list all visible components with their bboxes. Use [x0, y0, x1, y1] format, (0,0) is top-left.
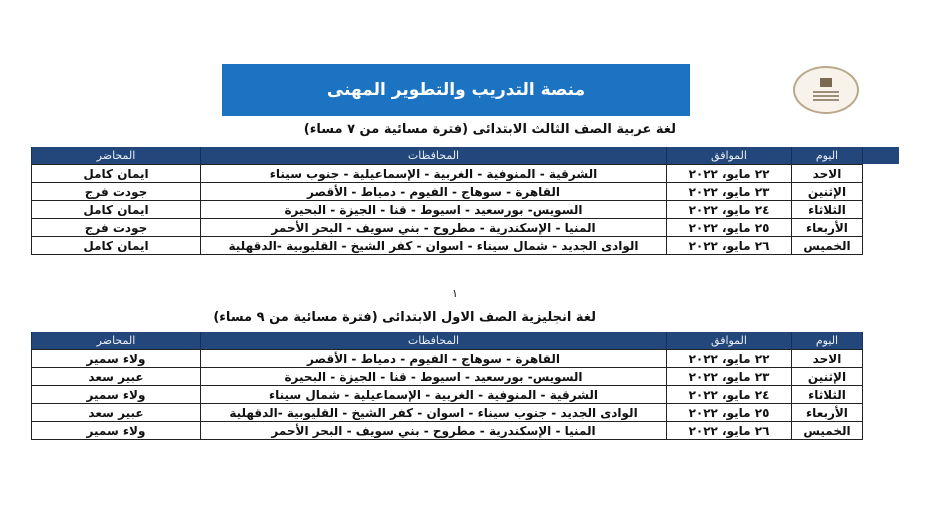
cell-lecturer: جودت فرج — [32, 219, 201, 237]
column-header-governorates: المحافظات — [201, 332, 667, 350]
logo-text-line — [813, 91, 839, 93]
table-row — [32, 165, 863, 183]
cell-governorates: المنيا - الإسكندرية - مطروح - بني سويف - البحر الأحمر — [201, 422, 667, 440]
cell-date: ٢٥ مايو، ٢٠٢٢ — [667, 219, 792, 237]
table-row — [32, 404, 863, 422]
section-title-arabic: لغة عربية الصف الثالث الابتدائى (فترة مسائية من ٧ مساء) — [303, 122, 676, 137]
cell-governorates: المنيا - الإسكندرية - مطروح - بني سويف - البحر الأحمر — [201, 219, 667, 237]
ministry-logo-icon — [793, 66, 859, 114]
column-header-day: اليوم — [792, 332, 863, 350]
column-header-date: الموافق — [667, 332, 792, 350]
table-header-row — [32, 147, 863, 165]
cell-governorates: الشرقية - المنوفية - الغربية - الإسماعيلية - شمال سيناء — [201, 386, 667, 404]
table-header-row — [32, 332, 863, 350]
table-row — [32, 422, 863, 440]
schedule-table-english — [31, 332, 863, 440]
cell-lecturer: عبير سعد — [32, 368, 201, 386]
cell-day: الثلاثاء — [792, 201, 863, 219]
cell-governorates: الوادى الجديد - جنوب سيناء - اسوان - كفر الشيخ - القليوبية -الدقهلية — [201, 404, 667, 422]
column-header-lecturer: المحاضر — [32, 332, 201, 350]
cell-date: ٢٤ مايو، ٢٠٢٢ — [667, 201, 792, 219]
logo-text-line — [813, 99, 839, 101]
column-header-date: الموافق — [667, 147, 792, 165]
eagle-emblem-icon — [820, 78, 832, 87]
column-header-governorates: المحافظات — [201, 147, 667, 165]
cell-lecturer: ايمان كامل — [32, 201, 201, 219]
cell-date: ٢٦ مايو، ٢٠٢٢ — [667, 422, 792, 440]
cell-day: الاحد — [792, 350, 863, 368]
cell-date: ٢٣ مايو، ٢٠٢٢ — [667, 368, 792, 386]
schedule-table-arabic — [31, 147, 863, 255]
table-row — [32, 183, 863, 201]
logo-text-line — [813, 95, 839, 97]
cell-governorates: القاهرة - سوهاج - الفيوم - دمياط - الأقصر — [201, 183, 667, 201]
page-number: ١ — [452, 287, 458, 300]
cell-governorates: السويس- بورسعيد - اسيوط - قنا - الجيزة - البحيرة — [201, 368, 667, 386]
banner-title — [222, 64, 690, 116]
cell-lecturer: ولاء سمير — [32, 422, 201, 440]
column-header-day: اليوم — [792, 147, 863, 165]
cell-date: ٢٥ مايو، ٢٠٢٢ — [667, 404, 792, 422]
cell-day: الإثنين — [792, 368, 863, 386]
table-row — [32, 350, 863, 368]
cell-governorates: القاهرة - سوهاج - الفيوم - دمياط - الأقصر — [201, 350, 667, 368]
cell-date: ٢٣ مايو، ٢٠٢٢ — [667, 183, 792, 201]
cell-day: الأربعاء — [792, 404, 863, 422]
section-title-english: لغة انجليزية الصف الاول الابتدائى (فترة مسائية من ٩ مساء) — [213, 310, 596, 325]
column-header-lecturer: المحاضر — [32, 147, 201, 165]
header-extension — [862, 147, 899, 164]
cell-lecturer: عبير سعد — [32, 404, 201, 422]
table-row — [32, 386, 863, 404]
cell-lecturer: ايمان كامل — [32, 237, 201, 255]
cell-lecturer: جودت فرج — [32, 183, 201, 201]
cell-date: ٢٦ مايو، ٢٠٢٢ — [667, 237, 792, 255]
cell-governorates: الشرقية - المنوفية - الغربية - الإسماعيلية - جنوب سيناء — [201, 165, 667, 183]
cell-lecturer: ايمان كامل — [32, 165, 201, 183]
cell-day: الأربعاء — [792, 219, 863, 237]
cell-day: الاحد — [792, 165, 863, 183]
cell-lecturer: ولاء سمير — [32, 350, 201, 368]
table-row — [32, 219, 863, 237]
table-row — [32, 368, 863, 386]
table-row — [32, 201, 863, 219]
cell-day: الخميس — [792, 237, 863, 255]
cell-date: ٢٢ مايو، ٢٠٢٢ — [667, 350, 792, 368]
cell-date: ٢٢ مايو، ٢٠٢٢ — [667, 165, 792, 183]
cell-governorates: السويس- بورسعيد - اسيوط - قنا - الجيزة - البحيرة — [201, 201, 667, 219]
cell-lecturer: ولاء سمير — [32, 386, 201, 404]
cell-day: الخميس — [792, 422, 863, 440]
banner-title-text: منصة التدريب والتطوير المهنى — [326, 80, 586, 100]
table-row — [32, 237, 863, 255]
cell-date: ٢٤ مايو، ٢٠٢٢ — [667, 386, 792, 404]
cell-governorates: الوادى الجديد - شمال سيناء - اسوان - كفر الشيخ - القليوبية -الدقهلية — [201, 237, 667, 255]
cell-day: الإثنين — [792, 183, 863, 201]
cell-day: الثلاثاء — [792, 386, 863, 404]
